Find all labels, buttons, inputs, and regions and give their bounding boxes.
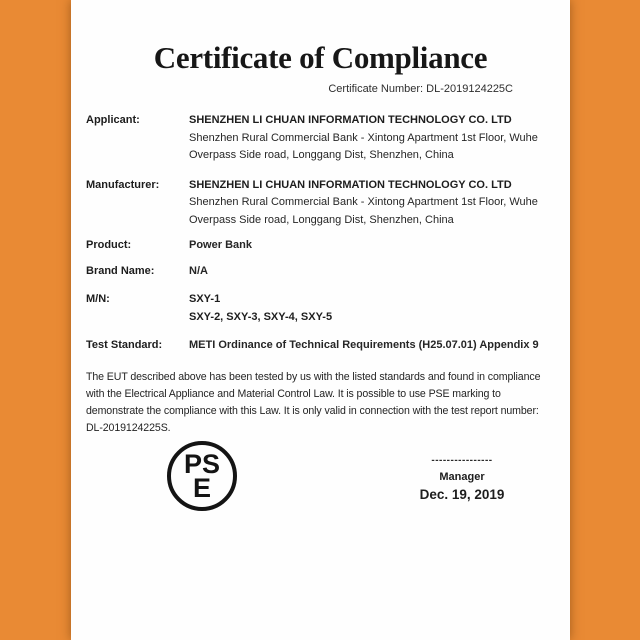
manufacturer-address-line1: Shenzhen Rural Commercial Bank - Xintong Apartment 1st Floor, Wuhe [189, 196, 538, 208]
model-line2: SXY-2, SXY-3, SXY-4, SXY-5 [189, 310, 333, 323]
field-row-product [86, 237, 556, 255]
field-row-model [86, 291, 556, 326]
applicant-value [189, 112, 556, 165]
brand-label: Brand Name: [86, 264, 155, 277]
signature-block [392, 456, 532, 503]
signature-line: ---------------- [431, 455, 493, 466]
signature-date: Dec. 19, 2019 [419, 487, 505, 502]
test-standard-value: METI Ordinance of Technical Requirements (H25.07.01) Appendix 9 [189, 339, 539, 351]
pse-mark-icon [167, 441, 237, 511]
certificate-fields [71, 112, 570, 355]
field-row-manufacturer [86, 177, 556, 230]
applicant-label: Applicant: [86, 114, 140, 126]
signer-role: Manager [439, 471, 485, 483]
manufacturer-company: SHENZHEN LI CHUAN INFORMATION TECHNOLOGY CO. LTD [189, 178, 512, 191]
manufacturer-value [189, 177, 556, 230]
pse-mark-letters-bottom: E [192, 473, 211, 503]
model-label: M/N: [86, 293, 110, 305]
certificate-page [71, 0, 570, 640]
test-standard-label: Test Standard: [86, 339, 163, 351]
applicant-address-line2: Overpass Side road, Longgang Dist, Shenzhen, China [189, 149, 454, 161]
certificate-title: Certificate of Compliance [153, 40, 488, 75]
field-row-brand [86, 263, 556, 281]
applicant-address-line1: Shenzhen Rural Commercial Bank - Xintong Apartment 1st Floor, Wuhe [189, 131, 538, 144]
certificate-number: Certificate Number: DL-2019124225C [328, 83, 513, 95]
model-value [189, 291, 556, 326]
manufacturer-label: Manufacturer: [86, 178, 160, 191]
brand-value: N/A [189, 264, 208, 277]
field-row-test-standard [86, 337, 556, 355]
pse-mark-letters-top: PS [183, 449, 221, 479]
compliance-statement: The EUT described above has been tested by us with the listed standards and found in compliance with the Electrical Appliance and Material Control Law. It is possible to use PSE marking to demonstrate the compliance with this Law. It is only valid in connection with the test report number: DL-2019124225S. [86, 370, 541, 434]
product-label: Product: [86, 239, 132, 251]
field-row-applicant [86, 112, 556, 165]
model-line1: SXY-1 [189, 293, 221, 305]
product-value: Power Bank [189, 239, 252, 251]
applicant-company: SHENZHEN LI CHUAN INFORMATION TECHNOLOGY CO. LTD [189, 114, 512, 126]
manufacturer-address-line2: Overpass Side road, Longgang Dist, Shenzhen, China [189, 213, 454, 226]
